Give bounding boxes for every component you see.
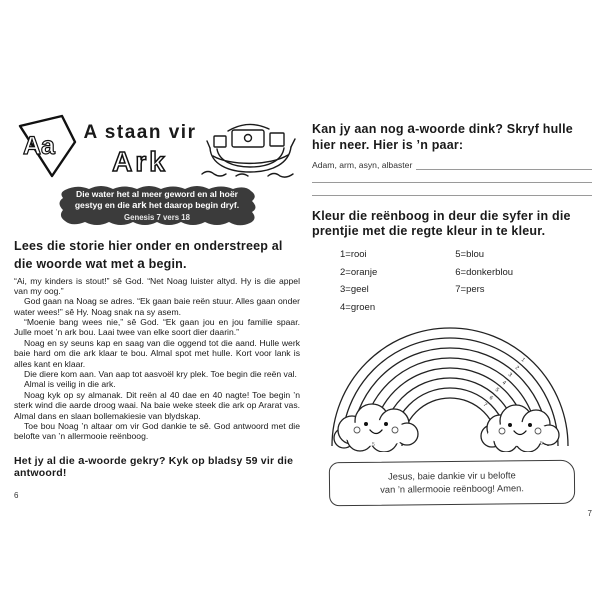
color-key-item: 3=geel [340,284,369,296]
verse-line1: Die water het al meer geword en al hoër [76,189,238,200]
color-key-item: 7=pers [455,284,485,296]
prayer-line2: van ’n allermooie reënboog! Amen. [380,483,524,496]
color-key [340,246,592,316]
title-word: Ark [112,146,168,177]
example-words: Adam, arm, asyn, albaster [312,159,413,170]
cloud-cheek [354,427,360,433]
cloud-number: 5 [372,442,375,449]
story-paragraph: Toe bou Noag ’n altaar om vir God dankie te sê. God antwoord met die belofte van ’n allermooie reënboog. [14,420,300,442]
color-key-item: 2=oranje [340,266,378,278]
write-line [312,170,592,183]
color-key-item: 1=rooi [340,249,367,260]
color-key-column-2 [455,246,513,316]
highlight-letter-a: a [407,121,416,136]
highlight-letter-a: a [78,454,85,467]
cloud-left-icon [334,404,418,452]
cloud-cheek [392,427,398,433]
story-instruction: Lees die storie hier onder en onderstreep al die woorde wat met a begin. [14,239,283,271]
story-paragraph: Noag kyk op sy almanak. Dit reën al 40 dae en 40 nagte! Toe begin ’n sterk wind die aarde droog waai. Na baie weke steek die ark op Ararat vas. Almal dans en slaan bollemakiesie van blydskap. [14,389,300,421]
prayer-box [329,460,575,507]
coloring-instruction: Kleur die reënboog in deur die syfer in die prentjie met die regte kleur in te kleur. [312,208,571,239]
band-number: 5 [493,387,500,394]
story-paragraph: Die diere kom aan. Van aap tot aasvoël kry plek. Toe begin die reën val. [24,369,297,380]
color-key-item: 5=blou [455,249,485,260]
verse-bold-word: ark [132,200,147,212]
page-title: A staan vir [83,122,197,143]
verse-reference: Genesis 7 vers 18 [124,212,190,222]
write-line [416,159,592,170]
highlight-letter-a: a [137,255,145,271]
letter-badge-icon [14,112,80,182]
page-left [14,112,300,500]
cloud-right-icon [481,405,559,452]
write-prompt: Kan jy aan nog a-woorde dink? Skryf hulle hier neer. Hier is ’n paar: [312,121,573,152]
badge-letters: Aa [23,132,55,160]
answer-hint: Het jy al die a-woorde gekry? Kyk op bladsy 59 vir die antwoord! [14,454,294,479]
story-paragraph: “Ai, my kinders is stout!” sê God. “Net Noag luister altyd. Hy is die appel van my oog.” [14,275,300,296]
band-number: 2 [513,365,520,372]
band-number: 1 [519,357,526,364]
page-number-left: 6 [14,490,19,500]
examples-row [312,159,592,170]
story-paragraph: “Moenie bang wees nie,” sê God. “Ek gaan jou en jou familie spaar. Julle moet ’n ark bou. Laai twee van elke soort dier daarin.” [14,317,300,338]
story-text [14,276,300,442]
cloud-eye [528,423,532,427]
cloud-eye [508,423,512,427]
left-header [14,112,300,188]
verse-banner [55,182,259,230]
title-word-outline [80,144,200,178]
color-key-column-1 [340,246,377,316]
band-number: 6 [487,395,494,402]
cloud-eye [364,422,368,426]
title-block [80,122,200,183]
band-number: 4 [500,380,507,387]
story-paragraph: God gaan na Noag se adres. “Ek gaan baie reën stuur. Alles gaan onder water wees!” sê Hy. Noag snak na sy asem. [14,296,300,317]
cloud-number: 5 [540,441,543,448]
prayer-line1: Jesus, baie dankie vir u belofte [388,470,516,482]
color-key-item: 4=groen [340,301,376,313]
story-paragraph: Almal is veilig in die ark. [24,379,116,390]
page-right [312,120,592,518]
cloud-cheek [535,428,541,434]
cloud-cheek [499,428,505,434]
write-line [312,183,592,196]
band-number: 7 [481,402,488,409]
page-number-right: 7 [587,509,592,519]
story-paragraph: Noag en sy seuns kap en saag van die oggend tot die aand. Hulle werk baie hard om die ark klaar te bou. Almal spot met hulle. Kort voor lank is alles kant en klaar. [14,337,300,369]
band-number: 3 [506,372,513,379]
verse-line2: gestyg en die ark het daarop begin dryf. [74,200,240,212]
color-key-item: 6=donkerblou [455,266,514,278]
cloud-eye [384,422,388,426]
rainbow-icon [314,318,586,452]
ark-illustration-icon [200,114,300,188]
verse-text [55,182,259,230]
rainbow-illustration [314,318,592,457]
